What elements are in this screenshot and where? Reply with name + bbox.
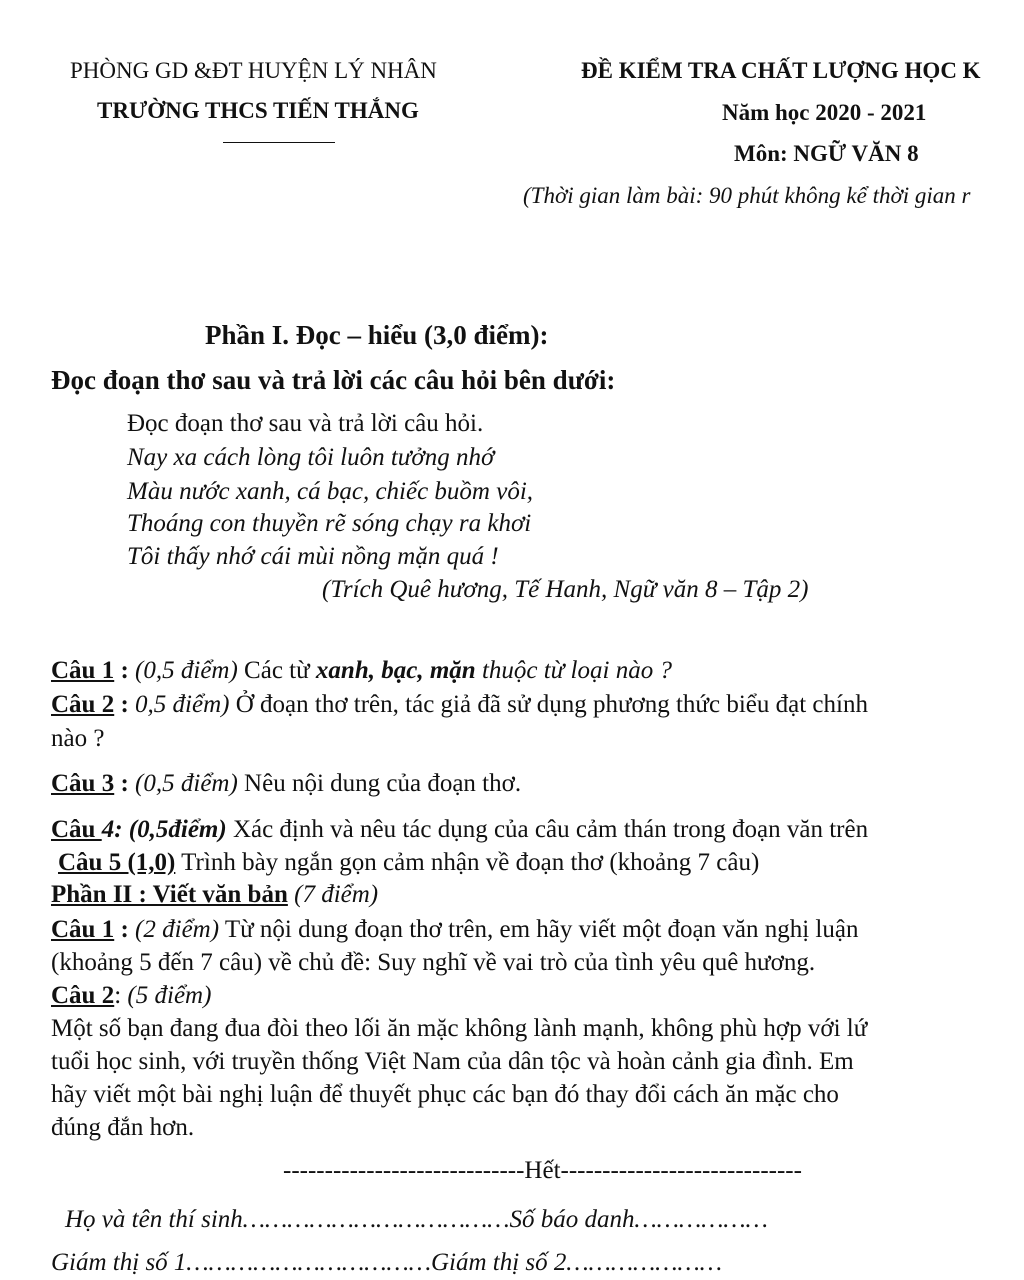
question-points: (0,5 điểm) (135, 770, 238, 797)
part2-question-1-continued: (khoảng 5 đến 7 câu) về chủ đề: Suy nghĩ về vai trò của tình yêu quê hương. (51, 949, 816, 976)
poem-citation: (Trích Quê hương, Tế Hanh, Ngữ văn 8 – Tập 2) (322, 576, 809, 603)
poem-line: Tôi thấy nhớ cái mùi nồng mặn quá ! (127, 543, 499, 570)
question-points: 0,5 điểm) (135, 691, 230, 718)
question-label: Câu 2 (51, 691, 115, 718)
poem-intro: Đọc đoạn thơ sau và trả lời câu hỏi. (127, 410, 484, 437)
candidate-info-line: Họ và tên thí sinh………………………………Số báo danh……………… (65, 1206, 768, 1233)
header-divider (223, 142, 335, 143)
question-points: 4: (0,5điểm) (101, 816, 227, 843)
question-keywords: xanh, bạc, mặn (315, 657, 476, 684)
exam-title: ĐỀ KIỂM TRA CHẤT LƯỢNG HỌC K (581, 58, 981, 83)
question-points: (2 điểm) (135, 916, 220, 943)
part2-question-2: Câu 2: (5 điểm) (51, 982, 212, 1009)
part1-title: Phần I. Đọc – hiểu (3,0 điểm): (205, 320, 549, 350)
department-name: PHÒNG GD &ĐT HUYỆN LÝ NHÂN (70, 58, 437, 83)
time-note: (Thời gian làm bài: 90 phút không kể thời gian r (523, 183, 971, 208)
question-3: Câu 3 : (0,5 điểm) Nêu nội dung của đoạn thơ. (51, 770, 522, 797)
part2-question-2-line: Một số bạn đang đua đòi theo lối ăn mặc không lành mạnh, không phù hợp với lứ (51, 1015, 868, 1042)
end-marker: -----------------------------Hết----------------------------- (283, 1157, 802, 1184)
proctor-line: Giám thị số 1……………………………Giám thị số 2………………… (51, 1249, 722, 1276)
school-year: Năm học 2020 - 2021 (722, 100, 927, 125)
question-label: Câu 5 (1,0) (58, 849, 176, 876)
part2-title: Phần II : Viết văn bản (7 điểm) (51, 881, 379, 908)
question-label: Câu 3 (51, 770, 115, 797)
part2-question-2-line: đúng đắn hơn. (51, 1114, 195, 1141)
question-4: Câu 4: (0,5điểm) Xác định và nêu tác dụng của câu cảm thán trong đoạn văn trên (51, 816, 869, 843)
question-1: Câu 1 : (0,5 điểm) Các từ xanh, bạc, mặn thuộc từ loại nào ? (51, 657, 672, 684)
question-label: Câu 1 (51, 916, 115, 943)
poem-line: Nay xa cách lòng tôi luôn tưởng nhớ (127, 444, 495, 471)
question-2-continued: nào ? (51, 725, 105, 752)
part1-instruction: Đọc đoạn thơ sau và trả lời các câu hỏi bên dưới: (51, 365, 616, 395)
question-5: Câu 5 (1,0) Trình bày ngắn gọn cảm nhận về đoạn thơ (khoảng 7 câu) (58, 849, 760, 876)
question-points: (5 điểm) (127, 982, 212, 1009)
poem-line: Màu nước xanh, cá bạc, chiếc buồm vôi, (127, 478, 534, 505)
question-label: Câu (51, 816, 102, 843)
subject: Môn: NGỮ VĂN 8 (734, 141, 919, 166)
question-label: Câu 2 (51, 982, 115, 1009)
part2-question-2-line: tuổi học sinh, với truyền thống Việt Nam của dân tộc và hoàn cảnh gia đình. Em (51, 1048, 854, 1075)
part2-question-2-line: hãy viết một bài nghị luận để thuyết phục các bạn đó thay đổi cách ăn mặc cho (51, 1081, 839, 1108)
question-label: Câu 1 (51, 657, 115, 684)
part2-question-1: Câu 1 : (2 điểm) Từ nội dung đoạn thơ trên, em hãy viết một đoạn văn nghị luận (51, 916, 859, 943)
poem-line: Thoáng con thuyền rẽ sóng chạy ra khơi (127, 510, 532, 537)
school-name: TRƯỜNG THCS TIẾN THẮNG (97, 98, 419, 123)
question-2: Câu 2 : 0,5 điểm) Ở đoạn thơ trên, tác giả đã sử dụng phương thức biểu đạt chính (51, 691, 868, 718)
question-points: (0,5 điểm) (135, 657, 238, 684)
